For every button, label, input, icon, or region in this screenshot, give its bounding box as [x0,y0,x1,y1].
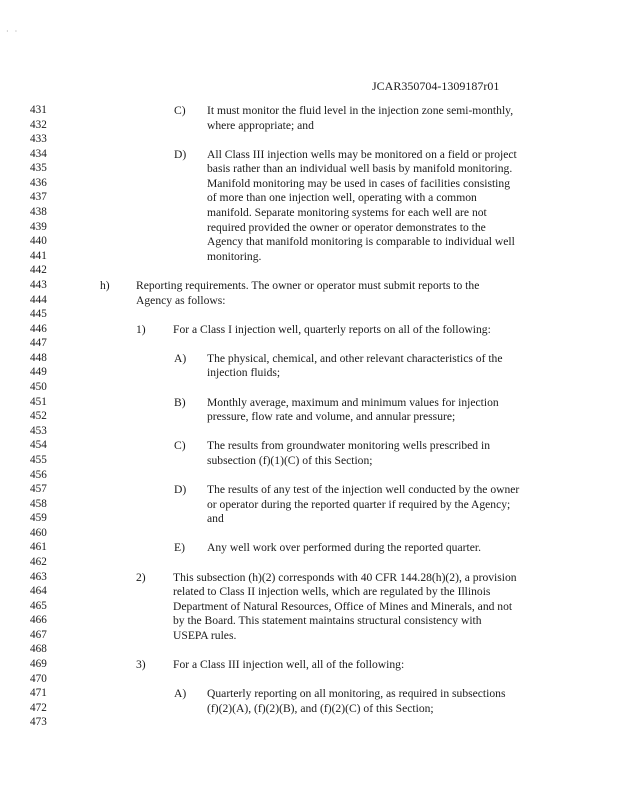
line-number: 465 [30,599,47,612]
line-number: 442 [30,264,47,277]
line-number: 446 [30,322,47,335]
text-line: basis rather than an individual well basis by manifold monitoring. [207,162,513,176]
text-line: where appropriate; and [207,118,314,132]
text-line: Manifold monitoring may be used in cases of facilities consisting [207,176,510,190]
line-number: 468 [30,643,47,656]
text-line: Quarterly reporting on all monitoring, as required in subsections [207,687,506,701]
line-number: 449 [30,366,47,379]
item-marker: D) [174,483,187,497]
text-line: injection fluids; [207,366,281,380]
line-number: 444 [30,293,47,306]
text-line: pressure, flow rate and volume, and annular pressure; [207,410,456,424]
item-marker: A) [174,687,187,701]
text-line: manifold. Separate monitoring systems for each well are not [207,206,487,220]
line-number: 462 [30,555,47,568]
line-number: 431 [30,104,47,116]
item-marker: A) [174,351,187,365]
line-number: 451 [30,395,47,408]
item-marker: B) [174,395,186,409]
text-line: or operator during the reported quarter if required by the Agency; [207,497,511,511]
item-marker: h) [100,278,110,292]
line-number: 438 [30,206,47,219]
text-line: Agency as follows: [136,293,226,307]
line-number: 455 [30,453,47,466]
item-marker: D) [174,147,187,161]
line-number: 441 [30,249,47,262]
text-line: All Class III injection wells may be monitored on a field or project [207,147,517,161]
text-line: For a Class I injection well, quarterly reports on all of the following: [173,322,491,336]
item-marker: 1) [136,322,146,336]
line-number: 466 [30,614,47,627]
line-number: 447 [30,337,47,350]
text-line: It must monitor the fluid level in the injection zone semi-monthly, [207,104,514,117]
line-number: 453 [30,424,47,437]
line-number: 437 [30,191,47,204]
line-number: 467 [30,628,47,641]
line-number: 454 [30,439,47,452]
line-number: 460 [30,526,47,539]
text-line: The results of any test of the injection well conducted by the owner [207,483,520,497]
line-number: 432 [30,118,47,131]
line-number: 456 [30,468,47,481]
line-number: 464 [30,585,47,598]
line-number: 440 [30,235,47,248]
line-number: 457 [30,483,47,496]
line-number: 443 [30,278,47,291]
line-number: 436 [30,176,47,189]
line-number: 452 [30,410,47,423]
item-marker: E) [174,541,185,555]
line-number: 433 [30,133,47,146]
text-line: Monthly average, maximum and minimum values for injection [207,395,499,409]
item-marker: C) [174,439,186,453]
line-number: 450 [30,381,47,394]
line-number: 439 [30,220,47,233]
line-number: 458 [30,497,47,510]
line-number: 463 [30,570,47,583]
line-number: 445 [30,308,47,321]
text-line: (f)(2)(A), (f)(2)(B), and (f)(2)(C) of this Section; [207,701,434,715]
text-line: monitoring. [207,249,262,263]
line-number: 471 [30,687,47,700]
line-number: 461 [30,541,47,554]
text-line: The physical, chemical, and other relevant characteristics of the [207,351,503,365]
text-line: required provided the owner or operator demonstrates to the [207,220,486,234]
text-line: Reporting requirements. The owner or operator must submit reports to the [136,278,480,292]
text-line: by the Board. This statement maintains structural consistency with [173,614,482,628]
text-line: related to Class II injection wells, which are regulated by the Illinois [173,585,491,599]
item-marker: 2) [136,570,146,584]
line-number: 459 [30,512,47,525]
line-number: 434 [30,147,47,160]
text-line: Agency that manifold monitoring is comparable to individual well [207,235,515,249]
text-line: The results from groundwater monitoring wells prescribed in [207,439,491,453]
text-line: and [207,512,224,526]
text-line: Department of Natural Resources, Office of Mines and Minerals, and not [173,599,513,613]
line-number: 472 [30,701,47,714]
line-number: 448 [30,351,47,364]
line-number: 470 [30,672,47,685]
item-marker: C) [174,104,186,117]
document-header: JCAR350704-1309187r01 [372,79,500,93]
line-number: 435 [30,162,47,175]
text-line: subsection (f)(1)(C) of this Section; [207,453,373,467]
scan-mark: · · [6,27,20,36]
text-line: This subsection (h)(2) corresponds with 40 CFR 144.28(h)(2), a provision [173,570,517,584]
text-line: USEPA rules. [173,628,237,642]
text-line: of more than one injection well, operating with a common [207,191,477,205]
text-line: For a Class III injection well, all of the following: [173,658,405,672]
line-number: 473 [30,716,47,729]
item-marker: 3) [136,658,146,672]
line-number: 469 [30,658,47,671]
text-line: Any well work over performed during the reported quarter. [207,541,481,555]
